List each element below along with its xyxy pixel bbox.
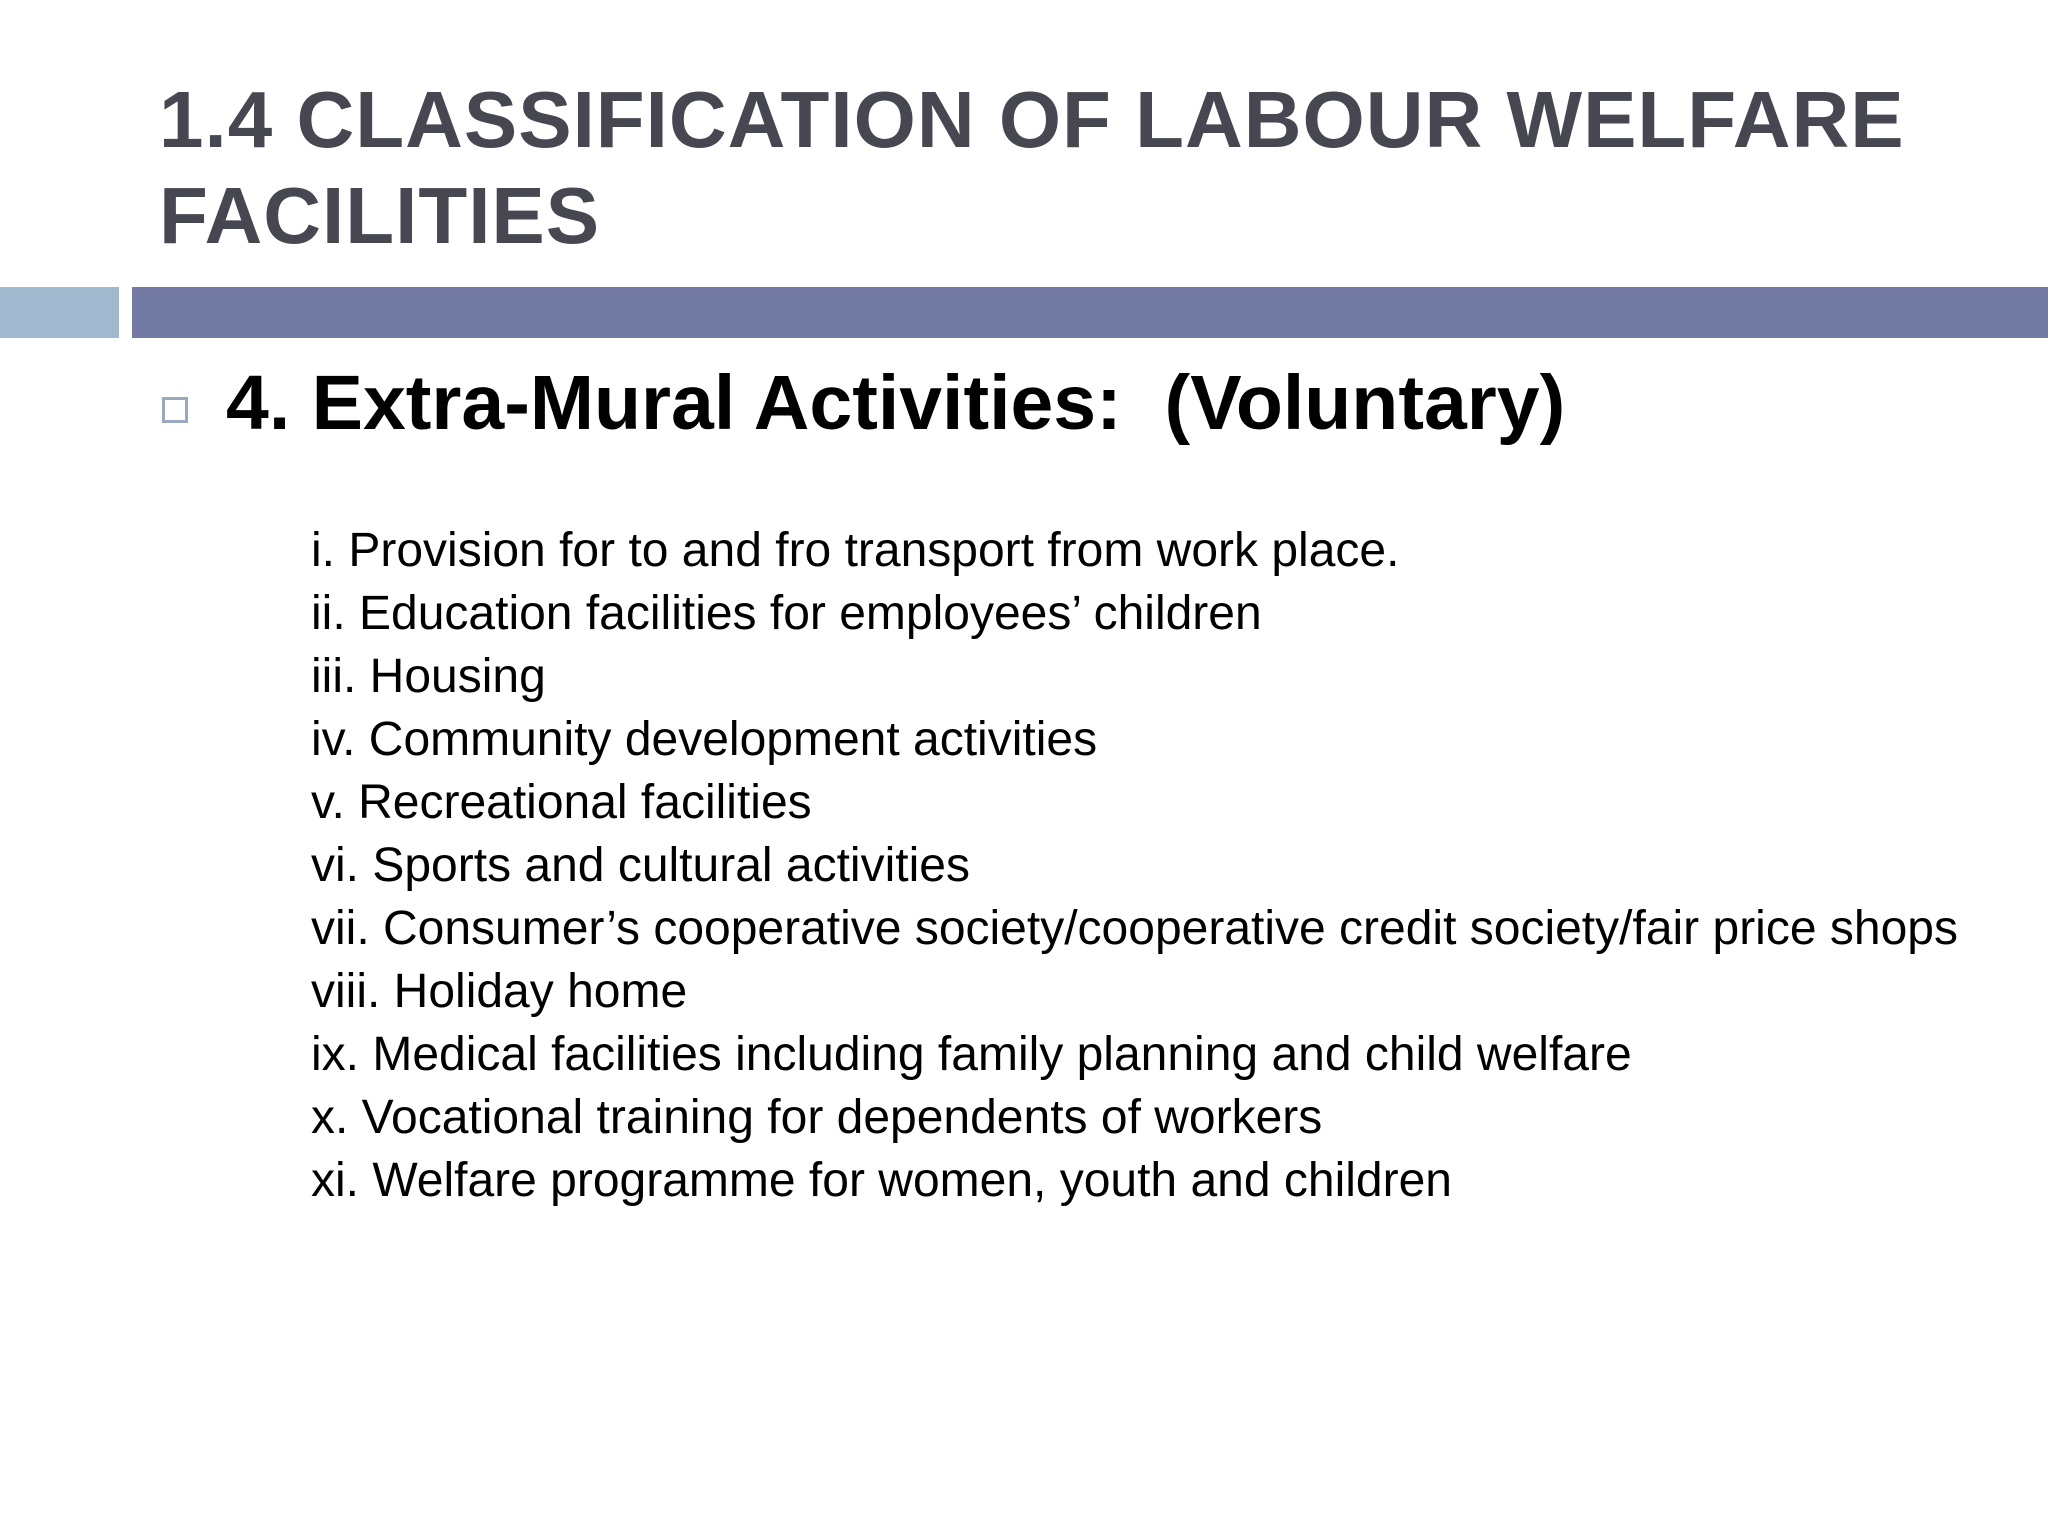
list-item: vii. Consumer’s cooperative society/cooperative credit society/fair price shops: [311, 902, 1958, 955]
welfare-items-list: [311, 524, 1991, 1220]
list-item: x. Vocational training for dependents of workers: [311, 1091, 1323, 1144]
list-item: i. Provision for to and fro transport from work place.: [311, 524, 1400, 577]
list-item: vi. Sports and cultural activities: [311, 839, 970, 892]
list-item: xi. Welfare programme for women, youth and children: [311, 1154, 1452, 1207]
slide-title: 1.4 CLASSIFICATION OF LABOUR WELFARE FACILITIES: [159, 75, 1905, 260]
section-heading-row: [162, 358, 1565, 448]
accent-bar-right: [132, 287, 2048, 338]
accent-bar-left: [0, 287, 119, 338]
list-item: ii. Education facilities for employees’ children: [311, 587, 1262, 640]
list-item: iv. Community development activities: [311, 713, 1098, 766]
list-item: viii. Holiday home: [311, 965, 688, 1018]
square-bullet-icon: [162, 397, 188, 423]
list-item: v. Recreational facilities: [311, 776, 812, 829]
section-heading: 4. Extra-Mural Activities: (Voluntary): [226, 359, 1566, 446]
list-item: ix. Medical facilities including family planning and child welfare: [311, 1028, 1632, 1081]
list-item: iii. Housing: [311, 650, 546, 703]
